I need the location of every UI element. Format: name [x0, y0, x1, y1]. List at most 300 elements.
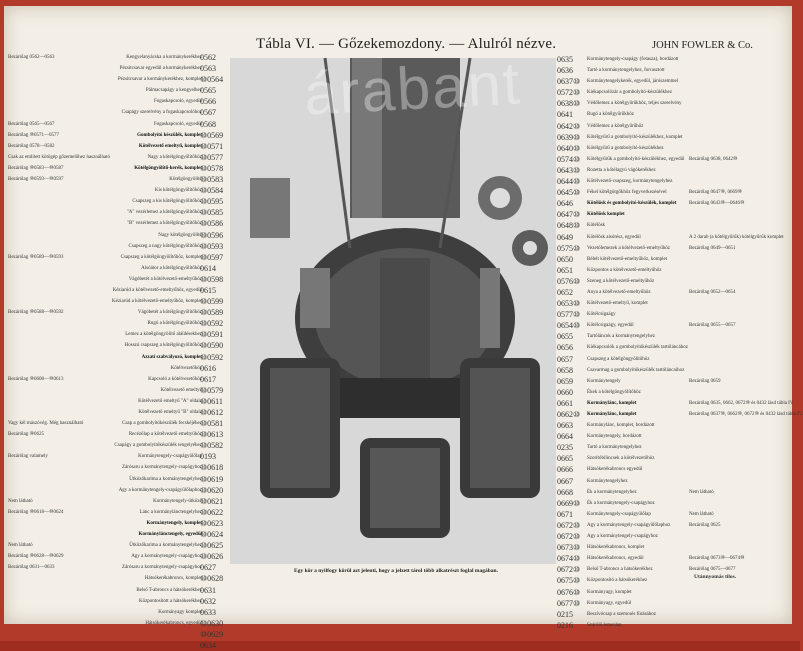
right-part-description: Ékek a kötélgöngyölítőhöz — [587, 389, 641, 395]
right-reference-entry — [689, 442, 789, 453]
right-part-number: 0672⑩ — [557, 565, 581, 575]
left-reference-entry: Bezárólag ⑩0608—⑩0613 — [8, 376, 64, 382]
right-part-number: 0645⑩ — [557, 188, 581, 198]
right-part-number: 0666 — [557, 465, 573, 475]
left-part-number: ⑩0598 — [200, 274, 224, 284]
right-part-description: Kormánylánc, komplet, bordázott — [587, 423, 655, 429]
right-part-description: Kötélgyűrűk a gombolyító-készülékhez, egyedül — [587, 156, 685, 162]
left-reference-entry — [8, 352, 96, 363]
left-part-description: Kis kötélgöngyölítőhöz — [154, 188, 202, 194]
left-reference-entry: Csak az említett kötögép gőzemelőhez használható — [8, 154, 111, 160]
left-part-number: ⑩0577 — [200, 152, 224, 162]
left-reference-entry — [8, 440, 96, 451]
left-part-description: "A" vezérlemez a kötélgöngyölítőhöz — [126, 210, 202, 216]
right-part-description: Kiékapcsolózár a gombolyító-készülékhez — [587, 90, 672, 96]
right-part-number: 0574⑩ — [557, 154, 581, 164]
left-reference-entry — [8, 462, 96, 473]
right-part-number: 0572⑩ — [557, 88, 581, 98]
right-part-description: Kötélgyűrű a gombolyító-készülékhez — [587, 145, 664, 151]
right-part-description: Védőlemez a kötélgyűrűhöz — [587, 123, 644, 129]
left-reference-entry — [8, 585, 96, 596]
left-part-number: ⑩0626 — [200, 552, 224, 562]
right-reference-entry — [689, 132, 789, 143]
left-reference-entry — [8, 285, 96, 296]
right-reference-entry — [689, 143, 789, 154]
left-reference-entry: Bezárólag ⑩0589—⑩0593 — [8, 254, 64, 260]
right-part-number: 0655 — [557, 332, 573, 342]
left-part-description: Ütközőkarima a kormánytengelyhez — [129, 543, 202, 549]
right-reference-entry — [689, 265, 789, 276]
right-reference-entry — [689, 498, 789, 509]
left-reference-entry — [8, 485, 96, 496]
right-part-description: Kötélcsigaágy, egyedül — [587, 323, 634, 329]
right-part-number: 0668 — [557, 487, 573, 497]
left-part-description: Hátsókerékabroncs, komplet — [144, 576, 202, 582]
left-part-description: Azzati szabvályozó, komplet — [141, 354, 202, 360]
right-part-number: 0658 — [557, 365, 573, 375]
watermark: árabant — [302, 49, 524, 128]
left-part-description: Kötélvezető emeltyű "A" oldala — [138, 398, 202, 404]
right-reference-column — [689, 54, 803, 631]
right-reference-entry — [689, 476, 789, 487]
right-part-number: 0672⑩ — [557, 532, 581, 542]
left-part-description: Zárósaru a kormánytengely-csapágyhoz — [122, 565, 202, 571]
right-part-description: Kormánylánc, komplet — [587, 412, 637, 417]
right-part-description: Ék a kormánytengely-csapágyhoz — [587, 500, 655, 506]
right-reference-entry — [689, 309, 789, 320]
left-reference-entry — [8, 263, 96, 274]
left-part-description: Kormánytengely-csapágyülőlap — [138, 454, 202, 460]
left-part-description: Kötélvezető emeltyű — [160, 387, 202, 393]
left-part-number: ⑩0618 — [200, 463, 224, 473]
right-reference-entry: A 2 darab (a kötélgyűrűk) kötélgyűrűk komplet — [689, 234, 784, 240]
right-part-number: 0652 — [557, 287, 573, 297]
left-reference-entry — [8, 85, 96, 96]
right-part-description: Agy a kormánytengely-csapágyhoz — [587, 534, 658, 540]
right-part-description: Kormányagy, komplet — [587, 589, 632, 595]
right-part-description: Kormányagy, egyedül — [587, 600, 632, 606]
left-part-description: Pézsitcsavar a kormánykerékhez, komplet — [117, 77, 202, 83]
left-part-description: Pézsitcsavar egyedül a kormánykerékhez — [119, 66, 202, 72]
right-reference-entry — [689, 420, 789, 431]
right-part-description: Agy a kormánytengely-csapágyülőlaphoz — [587, 522, 671, 528]
right-reference-entry — [689, 464, 789, 475]
left-reference-entry: Nem látható — [8, 498, 33, 504]
right-reference-entry — [689, 276, 789, 287]
left-reference-entry — [8, 96, 96, 107]
left-reference-entry — [8, 241, 96, 252]
right-part-number: 0677⑩ — [557, 598, 581, 608]
right-part-number: 0576⑩ — [557, 276, 581, 286]
right-part-number: 0648⑩ — [557, 221, 581, 231]
right-reference-entry — [689, 453, 789, 464]
right-part-number: 0649 — [557, 232, 573, 242]
left-part-description: Kapcsoló a kötélvezetőhöz — [148, 376, 202, 382]
right-reference-entry — [689, 542, 789, 553]
left-reference-entry — [8, 329, 96, 340]
right-part-description: Beszívócsap a szemcsés fúrásához — [587, 611, 656, 617]
left-part-number: 0568 — [200, 119, 216, 129]
left-part-number: ⑩0612 — [200, 408, 224, 417]
left-reference-entry — [8, 196, 96, 207]
right-part-description: Hátsókerékabroncs egyedül — [587, 467, 643, 473]
right-reference-entry — [689, 98, 789, 109]
right-part-number: 0659 — [557, 376, 573, 386]
left-reference-entry: Bezárólag ⑩0571—0577 — [8, 132, 59, 138]
left-reference-entry: Bezárólag ⑩0593—⑩0597 — [8, 177, 64, 183]
left-part-number: ⑩0591 — [200, 330, 224, 340]
right-part-number: 0639⑩ — [557, 132, 581, 142]
left-part-description: Csap a gombolyítókészülék fecskéjéhez — [122, 421, 202, 427]
left-part-description: Központosított a hátsókerékhez — [138, 598, 202, 604]
left-part-description: Kormánytengely, komplet — [146, 520, 202, 526]
left-part-number: 0193 — [200, 452, 216, 462]
left-part-description: Agy a kormánytengely-csapágyülőlaphoz — [118, 487, 202, 493]
right-part-description: Szárölő lemezlap — [587, 622, 622, 628]
left-reference-entry: Bezárólag 0578—0582 — [8, 143, 55, 149]
right-part-description: Rozetta a kötélagyú vágókerékhez — [587, 167, 656, 173]
left-reference-entry: Bezárólag 0562—0563 — [8, 55, 55, 60]
left-part-description: Kormánytengely-ütköző — [153, 498, 202, 504]
right-part-description: Kötélcsigaágy — [587, 312, 616, 318]
left-part-number: ⑩0592 — [200, 319, 224, 329]
right-part-description: Ék a kormánytengelyhez — [587, 489, 637, 495]
right-part-number: 0672⑩ — [557, 520, 581, 530]
left-part-number: ⑩0593 — [200, 241, 224, 251]
left-part-description: Kormánylánctengely, egyedül — [138, 532, 202, 538]
left-part-number: ⑩0569 — [200, 130, 224, 140]
right-reference-entry: Nem látható — [689, 511, 714, 517]
right-part-number: 0643⑩ — [557, 165, 581, 175]
right-part-number: 0663 — [557, 421, 573, 431]
right-reference-entry — [689, 54, 789, 65]
left-part-description: Nagy a kötélgöngyölítőhöz — [147, 154, 202, 160]
right-part-number: 0235 — [557, 443, 573, 453]
right-part-number: 0638⑩ — [557, 99, 581, 109]
right-reference-entry — [689, 431, 789, 442]
left-part-number: 0565 — [200, 86, 216, 96]
left-part-number: 0562 — [200, 53, 216, 62]
left-part-description: Kötélvezetőhöz — [170, 365, 202, 371]
left-part-description: Kötélvezető emeltyű "B" oldala — [138, 410, 202, 415]
left-part-description: Hátsókerékabroncs, egyedül — [145, 620, 202, 626]
left-part-number: ⑩0599 — [200, 297, 224, 307]
right-part-number: 0671 — [557, 509, 573, 519]
right-part-description: Csapszeg a kötélgöngyölítőhöz — [587, 356, 650, 362]
left-part-number: 0627 — [200, 563, 216, 573]
left-description-column — [94, 52, 202, 629]
right-part-description: Bélelt kötélvezető-emeltyűhöz, komplet — [587, 256, 668, 262]
left-reference-entry — [8, 396, 96, 407]
right-reference-entry: Bezárólag 0647⑩, 0669⑩ — [689, 190, 742, 196]
left-reference-entry — [8, 518, 96, 529]
right-part-number: 0669⑩ — [557, 498, 581, 508]
right-reference-entry — [689, 387, 789, 398]
right-part-number: 0647⑩ — [557, 210, 581, 220]
right-part-description: Tartóláncok a kormánytengelyhez — [587, 334, 655, 340]
right-reference-entry: Bezárólag 0625 — [689, 522, 721, 528]
right-part-description: Kötélösk alsórész, egyedül — [587, 234, 641, 240]
left-part-description: Kengyelanyácska a kormánykerékhez — [126, 55, 202, 60]
left-part-number: ⑩0625 — [200, 541, 224, 551]
right-reference-entry — [689, 176, 789, 187]
right-reference-entry: Nem látható — [689, 489, 714, 495]
left-reference-entry: Nem látható — [8, 543, 33, 549]
right-reference-entry — [689, 209, 789, 220]
left-part-description: Kötélgöngyölítő — [169, 177, 202, 183]
right-part-number: 0674⑩ — [557, 554, 581, 564]
right-part-number: 0636 — [557, 66, 573, 76]
left-part-number: 0615 — [200, 285, 216, 295]
left-reference-entry — [8, 363, 96, 374]
right-reference-entry: Bezárólag 0637⑩, 0662⑩, 0672⑩ és 0432 lásd tábla IV. — [689, 412, 803, 417]
left-part-description: Alsóátor a kötélgöngyölítőhöz — [141, 265, 202, 271]
right-part-description: Kötélösk — [587, 223, 606, 229]
left-part-number: ⑩0586 — [200, 219, 224, 229]
right-part-number: 0641 — [557, 110, 573, 120]
right-part-description: Kötélgyűrű a gombolyító-készülékhez, komplet — [587, 134, 683, 140]
right-part-number: 0637⑩ — [557, 77, 581, 87]
right-part-description: Központos a kötélvezető-emeltyűhöz — [587, 267, 662, 273]
left-part-description: Csapszeg a kötélgöngyölítőhöz, komplet — [120, 254, 202, 260]
right-reference-entry — [689, 254, 789, 265]
left-part-number: ⑩0619 — [200, 474, 224, 484]
left-part-number: 0632 — [200, 596, 216, 606]
left-part-description: Lemez a kötélgöngyölítő aláülésekhez — [125, 332, 202, 338]
right-reference-entry — [689, 365, 789, 376]
left-part-description: Belső T-abroncs a hátsókerékhez — [136, 587, 202, 593]
right-part-number: 0665 — [557, 454, 573, 464]
right-reference-entry: Bezárólag 0659 — [689, 378, 721, 384]
left-part-number: ⑩0585 — [200, 208, 224, 218]
right-reference-entry — [689, 76, 789, 87]
left-part-number: ⑩0624 — [200, 530, 224, 540]
right-part-number: 0664 — [557, 432, 573, 442]
right-reference-entry: Bezárólag 0673⑩—0674⑩ — [689, 556, 745, 562]
right-reference-entry — [689, 609, 789, 620]
right-reference-entry: Bezárólag 0649—0651 — [689, 245, 736, 251]
left-part-number: ⑩0582 — [200, 441, 224, 451]
right-part-description: Kiékapcsolók a gombolyítókészülék tartóláncához — [587, 345, 688, 351]
left-reference-entry — [8, 573, 96, 584]
right-part-number: 0575⑩ — [557, 243, 581, 253]
right-part-number: 0676⑩ — [557, 587, 581, 597]
right-part-number: 0651 — [557, 265, 573, 275]
left-reference-entry — [8, 296, 96, 307]
right-part-description: Központosító a hátsókerékhez — [587, 578, 648, 584]
right-part-number: 0216 — [557, 620, 573, 630]
right-part-description: Anya a kötélvezető-emeltyűhöz — [587, 289, 651, 295]
left-part-description: Recézőlap a kötélvezető emeltyűhöz — [128, 432, 202, 438]
left-part-number: 0567 — [200, 108, 216, 118]
left-reference-entry — [8, 385, 96, 396]
right-part-description: Kormánytengely-csapágyülőlap — [587, 511, 651, 517]
left-part-number: 0617 — [200, 374, 216, 384]
left-part-number: ⑩0595 — [200, 197, 224, 207]
left-part-description: Rugó a kötélgöngyölítőhöz — [147, 321, 202, 327]
right-reference-entry — [689, 65, 789, 76]
left-reference-entry — [8, 185, 96, 196]
right-part-number: 0215 — [557, 609, 573, 619]
right-reference-entry: Bezárólag 0652—0654 — [689, 289, 736, 295]
left-part-number: ⑩0583 — [200, 175, 224, 185]
left-part-description: Nagy kötélgöngyölítő — [158, 232, 202, 238]
left-part-number: ⑩0622 — [200, 507, 224, 517]
right-reference-entry — [689, 598, 789, 609]
right-part-number: 0635 — [557, 55, 573, 64]
left-part-description: Csapszeg a kis kötélgöngyölítőhöz — [132, 199, 202, 205]
right-reference-entry: Bezárólag 0655—0657 — [689, 323, 736, 329]
left-part-number: 0631 — [200, 585, 216, 595]
right-part-description: Csavarmag a gombolyítókészülék tartóláncaihoz — [587, 367, 685, 373]
right-reference-entry — [689, 331, 789, 342]
left-part-number: ⑩0597 — [200, 252, 224, 262]
left-reference-entry — [8, 596, 96, 607]
left-part-description: Fogaskapcsoló, egyedül — [153, 99, 202, 105]
left-part-description: Gombolyító készülék, komplet — [137, 132, 202, 138]
right-part-description: Szeneg a kötélvezető-emeltyűhöz — [587, 278, 655, 284]
left-part-description: Agy a kormánytengely-csapágyhoz — [131, 554, 202, 560]
right-part-description: Belső T-abroncs a hátsókerékhez — [587, 567, 653, 573]
right-part-number: 0654⑩ — [557, 321, 581, 331]
left-part-description: Kéziarúd a kötélvezető-emeltyűhöz, egyedül — [112, 287, 202, 293]
left-part-description: Csapágy szerelvény a fogaskapcsolóhoz — [121, 110, 202, 116]
right-part-number: 0657 — [557, 354, 573, 364]
right-part-description: Hátsókerékabroncs, komplet — [587, 545, 645, 551]
left-reference-entry — [8, 340, 96, 351]
left-part-description: Vágóbetét a kötélgöngyölítőhöz — [137, 310, 202, 316]
left-part-number: ⑩0581 — [200, 419, 224, 429]
left-part-number: ⑩0613 — [200, 430, 224, 440]
right-reference-entry — [689, 531, 789, 542]
right-reference-entry — [689, 165, 789, 176]
right-part-description: Kormánytengelykerék, egyedül, járószemmel — [587, 79, 679, 85]
left-part-number-column — [200, 52, 228, 651]
left-reference-column — [8, 52, 111, 618]
left-part-number: 0614 — [200, 263, 216, 273]
left-part-number: ⑩0590 — [200, 341, 224, 351]
left-reference-entry: Bezárólag ⑩0583—⑩0587 — [8, 165, 64, 171]
right-part-number: 0656 — [557, 343, 573, 353]
right-part-description: Kötélösk és gombolyító-készülék, komplet — [587, 201, 677, 207]
right-part-description: Kötélvezető-emeltyű, komplet — [587, 301, 648, 307]
figure-caption: Egy kör a nyilfogy körül azt jelenti, hogy a jelzett tárol több alkatrészt foglal magában. — [294, 568, 498, 574]
right-reference-entry — [689, 354, 789, 365]
left-part-number: 0633 — [200, 607, 216, 617]
left-reference-entry: Bezárólag ⑩0625 — [8, 432, 44, 438]
right-reference-entry — [689, 87, 789, 98]
right-reference-entry — [689, 220, 789, 231]
right-reference-entry — [689, 109, 789, 120]
right-part-number: 0653⑩ — [557, 299, 581, 309]
left-part-number: ⑩0623 — [200, 518, 224, 528]
left-part-description: Fogaskapcsoló, egyedül — [153, 121, 202, 127]
right-part-number: 0662⑩ — [557, 410, 581, 419]
left-part-number: ⑩0630 — [200, 618, 224, 628]
left-reference-entry — [8, 63, 96, 74]
right-part-number: 0661 — [557, 398, 573, 408]
left-part-description: Lánc a kormánylánctengelyhez — [139, 509, 202, 515]
right-part-number: 0650 — [557, 254, 573, 264]
catalog-page — [4, 6, 803, 650]
left-part-description: "B" vezérlemez a kötélgöngyölítőhöz — [126, 221, 202, 227]
left-reference-entry: Bezárólag ⑩0618—⑩0624 — [8, 509, 64, 515]
left-reference-entry — [8, 318, 96, 329]
page-title: Tábla VI. — Gőzekemozdony. — Alulról nézve. — [256, 36, 557, 52]
right-part-number: 0644⑩ — [557, 177, 581, 187]
left-reference-entry — [8, 407, 96, 418]
right-part-description: Kötélvezető-csapszeg, kormánytengelyhez — [587, 179, 673, 185]
right-reference-entry — [689, 587, 789, 598]
left-reference-entry: Bezárólag 0565—0567 — [8, 121, 55, 127]
left-part-description: Zárósaru a kormánytengely-csapágyhoz — [122, 465, 202, 471]
left-reference-entry — [8, 107, 96, 118]
right-part-description: Szorítóbilincsek a kötélvezetőhöz — [587, 456, 655, 462]
left-reference-entry: Bezárólag ⑩0628—⑩0629 — [8, 554, 64, 560]
right-part-number: 0640⑩ — [557, 143, 581, 153]
right-part-number: 0646 — [557, 199, 573, 209]
left-part-description: Kötélgöngyölítő-kerék, komplet — [134, 165, 202, 171]
left-part-number: ⑩0628 — [200, 574, 224, 584]
left-reference-entry: Vagy kél mászóvég. Még használható — [8, 421, 84, 427]
left-reference-entry — [8, 74, 96, 85]
left-part-number: ⑩0589 — [200, 308, 224, 318]
left-part-number: 0634 — [200, 640, 216, 650]
right-part-description: Kötélösk komplet — [587, 212, 625, 218]
left-part-number: ⑩0579 — [200, 385, 224, 395]
left-reference-entry — [8, 207, 96, 218]
left-reference-entry — [8, 474, 96, 485]
engine-underside-photo — [230, 58, 556, 564]
left-reference-entry — [8, 607, 96, 618]
left-part-number: ⑩0571 — [200, 141, 224, 151]
left-part-number: 0566 — [200, 97, 216, 107]
left-part-description: Kötélvezető emeltyű, komplet — [138, 143, 202, 149]
right-reference-entry — [689, 620, 789, 631]
left-reference-entry: Bezárólag ⑩0588—⑩0592 — [8, 310, 64, 316]
left-part-description: Csapágy a gombolyítókészülék tengelyéhez — [114, 443, 202, 449]
right-part-description: Tartó a kormánytengelyhez — [587, 445, 642, 451]
right-part-description: Kormánytengely, bordázott — [587, 434, 642, 440]
right-part-number: 0673⑩ — [557, 543, 581, 553]
left-part-number: ⑩0629 — [200, 629, 224, 639]
right-part-description: Tartó a kormánytengelyhez, forrasztott — [587, 68, 665, 74]
right-reference-entry — [689, 342, 789, 353]
firm-name: JOHN FOWLER & Co. — [652, 40, 753, 51]
left-reference-entry — [8, 274, 96, 285]
right-part-description: Kormánylánc, komplet — [587, 400, 637, 406]
left-part-number: ⑩0584 — [200, 186, 224, 196]
right-part-description: Kormánytengely-csapágy (fotasza), bordázott — [587, 57, 679, 62]
right-reference-entry: Bezárólag 0635, 0662, 0672⑩ és 0432 lásd tábla IV. — [689, 400, 795, 406]
right-reference-entry: Bezárólag 0675—0677 — [689, 567, 736, 573]
left-part-number: ⑩0592 — [200, 352, 224, 362]
left-part-description: Kéziarúd a kötélvezető-emeltyűhöz, komplet — [112, 299, 202, 305]
left-part-description: Kormányagy komplet — [158, 609, 202, 615]
left-part-number: 0563 — [200, 64, 216, 74]
right-part-description: Rugó a kötélgyűrűkhöz — [587, 112, 634, 118]
right-reference-entry: Bezárólag 0643⑩—0646⑩ — [689, 201, 745, 207]
left-part-description: Ütközőkarima a kormánytengelyhez — [129, 476, 202, 482]
left-part-number: ⑩0611 — [200, 396, 223, 406]
right-part-description: Védőlemez a kötélgyűrűkhöz, teljes szerelvény — [587, 101, 682, 107]
left-part-number: 0616 — [200, 363, 216, 373]
book-cover-edge — [0, 641, 800, 651]
right-part-description: Kormánytengelyhez — [587, 478, 628, 484]
left-reference-entry — [8, 218, 96, 229]
right-part-description: Kormánytengely — [587, 378, 621, 384]
right-part-number-column — [557, 54, 585, 631]
